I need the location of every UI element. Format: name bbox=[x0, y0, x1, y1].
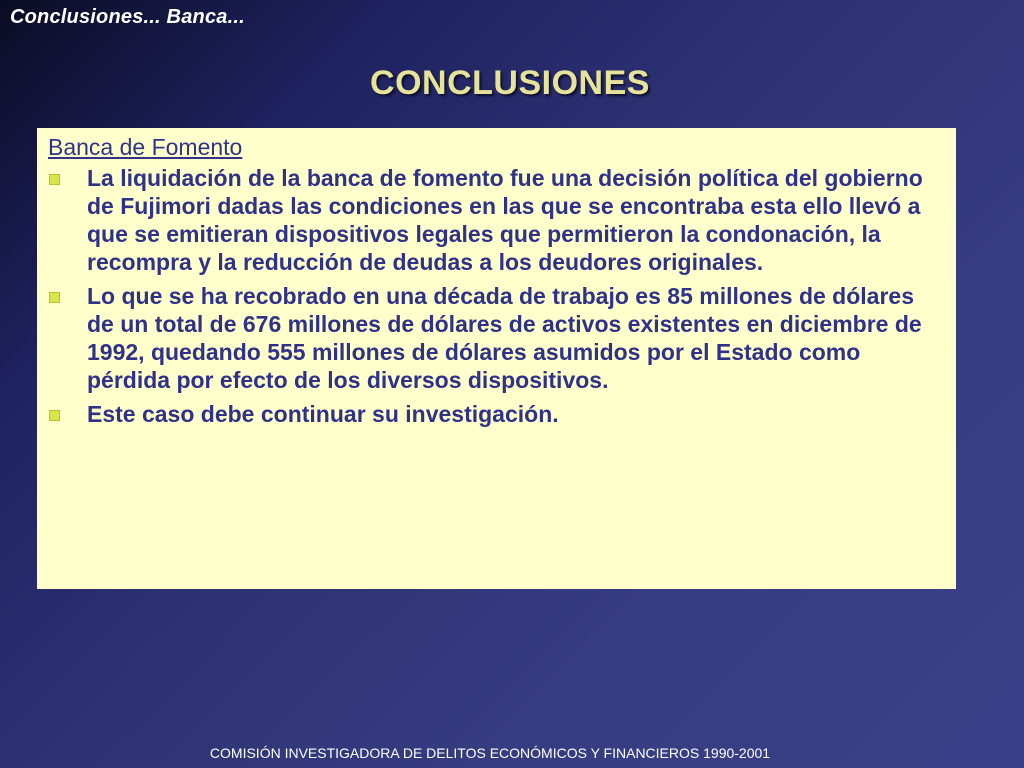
square-bullet-icon bbox=[49, 292, 60, 303]
bullet-text: Lo que se ha recobrado en una década de trabajo es 85 millones de dólares de un total de 676 millones de dólares de activos existentes en diciembre de 1992, quedando 555 millones de dólares asumidos por el Estado como pérdida por efecto de los diversos dispositivos. bbox=[87, 283, 922, 393]
footer-text: COMISIÓN INVESTIGADORA DE DELITOS ECONÓMICOS Y FINANCIEROS 1990-2001 bbox=[209, 745, 771, 761]
bullet-list bbox=[48, 164, 942, 428]
slide-section-label: Conclusiones... Banca... bbox=[10, 6, 245, 28]
bullet-text: La liquidación de la banca de fomento fue una decisión política del gobierno de Fujimori dadas las condiciones en las que se encontraba esta ello llevó a que se emitieran dispositivos legales que permitieron la condonación, la recompra y la reducción de deudas a los deudores originales. bbox=[87, 165, 923, 275]
bullet-item bbox=[48, 164, 942, 276]
slide-title: CONCLUSIONES bbox=[370, 64, 650, 102]
square-bullet-icon bbox=[49, 174, 60, 185]
bullet-text: Este caso debe continuar su investigación. bbox=[87, 401, 559, 427]
square-bullet-icon bbox=[49, 410, 60, 421]
bullet-item bbox=[48, 400, 942, 428]
bullet-item bbox=[48, 282, 942, 394]
content-box bbox=[37, 128, 956, 589]
section-heading: Banca de Fomento bbox=[48, 134, 243, 160]
